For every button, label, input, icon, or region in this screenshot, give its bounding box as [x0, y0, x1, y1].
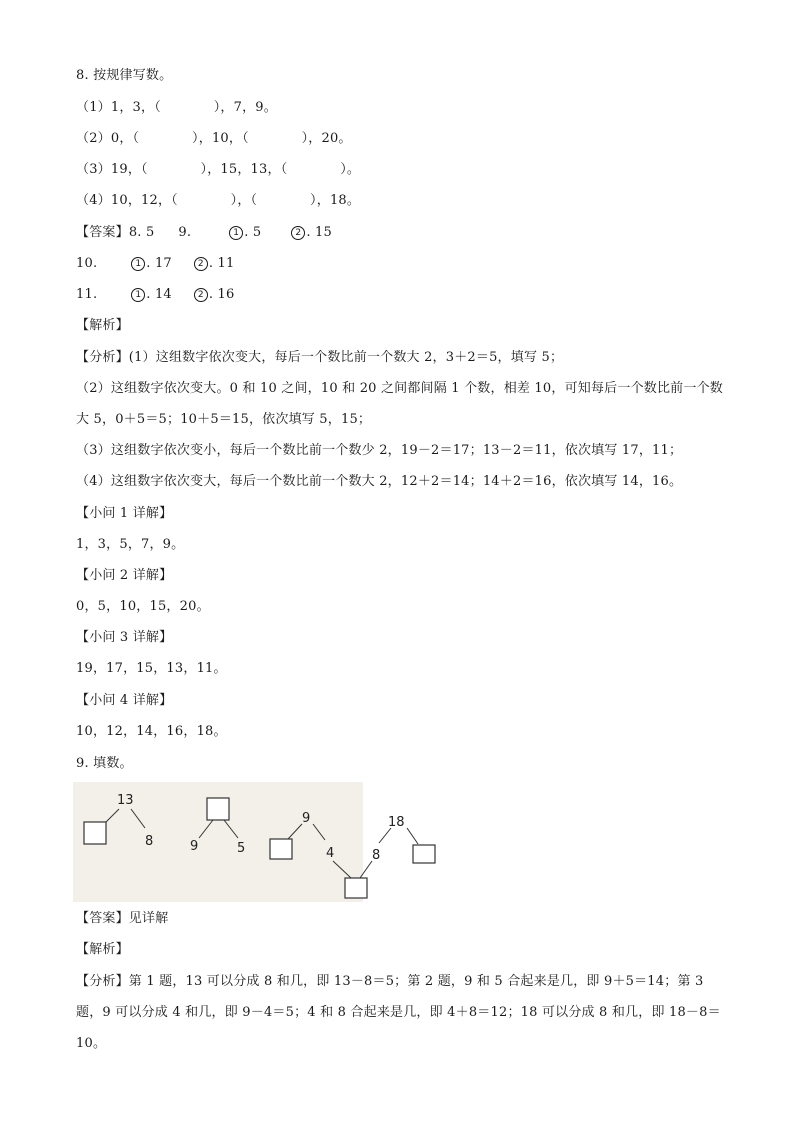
q8-detail-3-text: 19，17，15，13，11。 [76, 661, 227, 676]
bond2-blank-box [207, 798, 229, 820]
bond5-blank-box [413, 845, 435, 863]
bond1-right-line [131, 809, 145, 828]
q8-detail-1-text: 1，3，5，7，9。 [76, 537, 185, 552]
q8-detail-4-text: 10，12，14，16，18。 [76, 724, 227, 739]
bond5-top-number: 18 [388, 815, 405, 830]
bond1-left-line [106, 809, 119, 822]
q8-item-2: （2）0，（ ），10，（ ），20。 [76, 131, 352, 146]
circled-number: 1 [131, 257, 145, 271]
q8-item-3: （3）19，（ ），15，13，（ ）。 [76, 162, 361, 177]
bond1-right-number: 8 [145, 834, 154, 849]
number-bond-diagram [73, 782, 443, 902]
answer-label: 【答案】 [76, 225, 129, 240]
bond4-right-number: 8 [372, 848, 381, 863]
bond2-left-line [199, 820, 213, 838]
q8-title: 8. 按规律写数。 [76, 68, 173, 83]
bond5-right-line [407, 828, 418, 844]
q8-detail-2-label: 【小问 2 详解】 [76, 568, 173, 583]
q9-analysis: 【分析】第 1 题，13 可以分成 8 和几，即 13－8＝5；第 2 题，9 和 5 合起来是几，即 9＋5＝14；第 3 题，9 可以分成 4 和几，即 9－4＝5；4 和 8 合起来是几，即 4＋8＝12；18 可以分成 8 和几，即 18－8＝10。 [76, 974, 721, 1051]
q8-detail-4-label: 【小问 4 详解】 [76, 693, 173, 708]
bond1-blank-box [84, 822, 106, 844]
bond4-left-line [333, 861, 351, 878]
bond2-right-line [224, 820, 238, 838]
q8-analysis-1: 【分析】(1）这组数字依次变大，每后一个数比前一个数大 2，3＋2＝5，填写 5； [76, 350, 564, 365]
q8-item-1: （1）1，3，（ ），7，9。 [76, 100, 277, 115]
q8-analysis-4: （3）这组数字依次变小，每后一个数比前一个数少 2，19－2＝17；13－2＝11，依次填写 17，11； [76, 443, 683, 458]
bond3-right-line [313, 824, 325, 840]
q8-answer-line-3: 11. 1 . 14 2 . 16 [76, 287, 235, 302]
q9-analysis-label: 【解析】 [76, 942, 129, 957]
bond3-left-line [288, 824, 302, 839]
q8-answer-line-2: 10. 1 . 17 2 . 11 [76, 256, 235, 271]
bond3-middle-number: 4 [326, 846, 335, 861]
q8-analysis-label: 【解析】 [76, 318, 129, 333]
q8-detail-1-label: 【小问 1 详解】 [76, 506, 173, 521]
q8-analysis-3: 大 5，0＋5＝5；10＋5＝15，依次填写 5，15； [76, 412, 372, 427]
q9-answer: 【答案】见详解 [76, 911, 169, 926]
bond5-left-line [379, 828, 391, 843]
bond3-blank-box [270, 839, 292, 859]
bond4-right-line [360, 861, 372, 878]
circled-number: 1 [131, 288, 145, 302]
q8-item-4: （4）10，12，（ ），（ ），18。 [76, 193, 361, 208]
circled-number: 2 [194, 257, 208, 271]
circled-number: 2 [194, 288, 208, 302]
q8-analysis-2: （2）这组数字依次变大。0 和 10 之间，10 和 20 之间都间隔 1 个数，相差 10，可知每后一个数比前一个数 [76, 381, 723, 396]
q9-title: 9. 填数。 [76, 756, 133, 771]
bond2-left-number: 9 [190, 839, 199, 854]
q8-detail-2-text: 0，5，10，15，20。 [76, 599, 210, 614]
circled-number: 2 [291, 226, 305, 240]
bond2-right-number: 5 [237, 841, 246, 856]
bond4-blank-box [345, 878, 367, 898]
bond3-top-number: 9 [302, 811, 311, 826]
q8-answer-line-1: 【答案】8. 5 9. 1 . 5 2 . 15 [76, 225, 332, 240]
bond1-top-number: 13 [117, 793, 134, 808]
q8-analysis-5: （4）这组数字依次变大，每后一个数比前一个数大 2，12＋2＝14；14＋2＝16，依次填写 14，16。 [76, 474, 683, 489]
q8-detail-3-label: 【小问 3 详解】 [76, 630, 173, 645]
circled-number: 1 [229, 226, 243, 240]
